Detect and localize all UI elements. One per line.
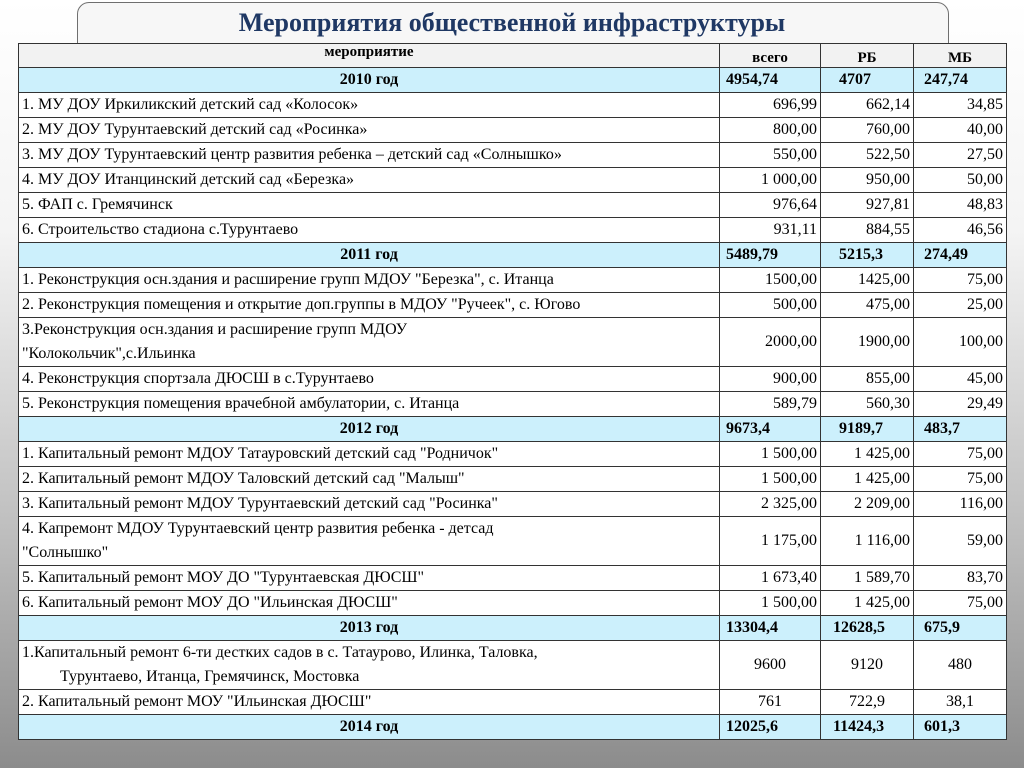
year-total: 9673,4 bbox=[720, 417, 821, 442]
event-name-line-1: 3.Реконструкция осн.здания и расширение групп МДОУ bbox=[22, 321, 408, 338]
header-event: мероприятие bbox=[19, 44, 720, 68]
year-total: 4954,74 bbox=[720, 68, 821, 93]
year-row-2010 bbox=[19, 68, 1007, 93]
year-mb: 483,7 bbox=[914, 417, 1007, 442]
year-total: 13304,4 bbox=[720, 616, 821, 641]
event-name: 4. МУ ДОУ Итанцинский детский сад «Березка» bbox=[19, 168, 720, 193]
year-rb: 12628,5 bbox=[821, 616, 914, 641]
table-row bbox=[19, 467, 1007, 492]
event-rb: 760,00 bbox=[821, 118, 914, 143]
event-mb: 116,00 bbox=[914, 492, 1007, 517]
event-total: 2000,00 bbox=[720, 318, 821, 367]
year-label: 2012 год bbox=[19, 417, 720, 442]
table-row bbox=[19, 492, 1007, 517]
event-total: 761 bbox=[720, 690, 821, 715]
event-name: 5. ФАП с. Гремячинск bbox=[19, 193, 720, 218]
event-rb: 1 589,70 bbox=[821, 566, 914, 591]
event-total: 1 500,00 bbox=[720, 442, 821, 467]
event-name bbox=[19, 641, 720, 690]
event-name: 3. Капитальный ремонт МДОУ Турунтаевский детский сад "Росинка" bbox=[19, 492, 720, 517]
event-rb: 9120 bbox=[821, 641, 914, 690]
year-rb: 4707 bbox=[821, 68, 914, 93]
table-row bbox=[19, 392, 1007, 417]
event-mb: 100,00 bbox=[914, 318, 1007, 367]
page-title: Мероприятия общественной инфраструктуры bbox=[238, 8, 786, 37]
event-total: 1 673,40 bbox=[720, 566, 821, 591]
table-row bbox=[19, 517, 1007, 566]
year-mb: 675,9 bbox=[914, 616, 1007, 641]
year-rb: 5215,3 bbox=[821, 243, 914, 268]
event-mb: 59,00 bbox=[914, 517, 1007, 566]
table-row bbox=[19, 218, 1007, 243]
event-total: 500,00 bbox=[720, 293, 821, 318]
year-label: 2010 год bbox=[19, 68, 720, 93]
year-row-2013 bbox=[19, 616, 1007, 641]
event-name: 6. Строительство стадиона с.Турунтаево bbox=[19, 218, 720, 243]
year-mb: 274,49 bbox=[914, 243, 1007, 268]
year-mb: 601,3 bbox=[914, 715, 1007, 740]
event-name: 1. МУ ДОУ Иркиликский детский сад «Колосок» bbox=[19, 93, 720, 118]
event-total: 1 500,00 bbox=[720, 467, 821, 492]
header-row bbox=[19, 44, 1007, 68]
header-total: всего bbox=[720, 44, 821, 68]
table-row bbox=[19, 367, 1007, 392]
event-rb: 1 425,00 bbox=[821, 467, 914, 492]
year-row-2012 bbox=[19, 417, 1007, 442]
event-mb: 75,00 bbox=[914, 467, 1007, 492]
table-row bbox=[19, 143, 1007, 168]
year-label: 2011 год bbox=[19, 243, 720, 268]
header-mb: МБ bbox=[914, 44, 1007, 68]
event-total: 2 325,00 bbox=[720, 492, 821, 517]
table-row bbox=[19, 690, 1007, 715]
year-total: 12025,6 bbox=[720, 715, 821, 740]
event-rb: 950,00 bbox=[821, 168, 914, 193]
year-label: 2014 год bbox=[19, 715, 720, 740]
event-total: 1 000,00 bbox=[720, 168, 821, 193]
event-name: 2. Капитальный ремонт МДОУ Таловский детский сад "Малыш" bbox=[19, 467, 720, 492]
event-mb: 45,00 bbox=[914, 367, 1007, 392]
event-rb: 1 116,00 bbox=[821, 517, 914, 566]
event-name-line-1: 1.Капитальный ремонт 6-ти дестких садов в с. Татаурово, Илинка, Таловка, bbox=[22, 644, 538, 661]
table-row bbox=[19, 168, 1007, 193]
event-total: 9600 bbox=[720, 641, 821, 690]
event-name: 1. Капитальный ремонт МДОУ Татауровский детский сад "Родничок" bbox=[19, 442, 720, 467]
event-total: 1500,00 bbox=[720, 268, 821, 293]
table-row bbox=[19, 268, 1007, 293]
event-mb: 38,1 bbox=[914, 690, 1007, 715]
event-total: 589,79 bbox=[720, 392, 821, 417]
event-mb: 29,49 bbox=[914, 392, 1007, 417]
table-row bbox=[19, 93, 1007, 118]
event-total: 931,11 bbox=[720, 218, 821, 243]
table-row bbox=[19, 442, 1007, 467]
event-total: 696,99 bbox=[720, 93, 821, 118]
event-mb: 50,00 bbox=[914, 168, 1007, 193]
event-rb: 1 425,00 bbox=[821, 442, 914, 467]
event-name: 6. Капитальный ремонт МОУ ДО "Ильинская ДЮСШ" bbox=[19, 591, 720, 616]
event-rb: 855,00 bbox=[821, 367, 914, 392]
table-row bbox=[19, 641, 1007, 690]
year-total: 5489,79 bbox=[720, 243, 821, 268]
event-total: 800,00 bbox=[720, 118, 821, 143]
event-rb: 522,50 bbox=[821, 143, 914, 168]
infrastructure-table bbox=[18, 43, 1007, 740]
event-rb: 2 209,00 bbox=[821, 492, 914, 517]
event-name bbox=[19, 517, 720, 566]
year-rb: 9189,7 bbox=[821, 417, 914, 442]
event-rb: 1425,00 bbox=[821, 268, 914, 293]
event-mb: 75,00 bbox=[914, 442, 1007, 467]
event-mb: 75,00 bbox=[914, 591, 1007, 616]
event-name: 2. Реконструкция помещения и открытие доп.группы в МДОУ "Ручеек", с. Югово bbox=[19, 293, 720, 318]
event-mb: 34,85 bbox=[914, 93, 1007, 118]
year-label: 2013 год bbox=[19, 616, 720, 641]
event-rb: 1900,00 bbox=[821, 318, 914, 367]
event-rb: 884,55 bbox=[821, 218, 914, 243]
event-total: 550,00 bbox=[720, 143, 821, 168]
event-mb: 83,70 bbox=[914, 566, 1007, 591]
event-name-line-1: 4. Капремонт МДОУ Турунтаевский центр развития ребенка - детсад bbox=[22, 520, 494, 537]
event-name-line-2: Турунтаево, Итанца, Гремячинск, Мостовка bbox=[60, 668, 360, 685]
table-row bbox=[19, 193, 1007, 218]
event-total: 1 500,00 bbox=[720, 591, 821, 616]
event-name: 3. МУ ДОУ Турунтаевский центр развития ребенка – детский сад «Солнышко» bbox=[19, 143, 720, 168]
table-row bbox=[19, 318, 1007, 367]
event-mb: 480 bbox=[914, 641, 1007, 690]
year-rb: 11424,3 bbox=[821, 715, 914, 740]
event-rb: 927,81 bbox=[821, 193, 914, 218]
event-rb: 662,14 bbox=[821, 93, 914, 118]
event-rb: 560,30 bbox=[821, 392, 914, 417]
event-total: 976,64 bbox=[720, 193, 821, 218]
event-name: 5. Реконструкция помещения врачебной амбулатории, с. Итанца bbox=[19, 392, 720, 417]
event-total: 900,00 bbox=[720, 367, 821, 392]
table-row bbox=[19, 566, 1007, 591]
event-name bbox=[19, 318, 720, 367]
table-row bbox=[19, 293, 1007, 318]
event-name: 2. Капитальный ремонт МОУ "Ильинская ДЮСШ" bbox=[19, 690, 720, 715]
year-mb: 247,74 bbox=[914, 68, 1007, 93]
event-name-line-2: "Колокольчик",с.Ильинка bbox=[22, 345, 196, 362]
event-total: 1 175,00 bbox=[720, 517, 821, 566]
event-rb: 722,9 bbox=[821, 690, 914, 715]
event-mb: 25,00 bbox=[914, 293, 1007, 318]
event-rb: 1 425,00 bbox=[821, 591, 914, 616]
header-rb: РБ bbox=[821, 44, 914, 68]
event-mb: 40,00 bbox=[914, 118, 1007, 143]
table-row bbox=[19, 118, 1007, 143]
event-name: 2. МУ ДОУ Турунтаевский детский сад «Росинка» bbox=[19, 118, 720, 143]
year-row-2011 bbox=[19, 243, 1007, 268]
event-rb: 475,00 bbox=[821, 293, 914, 318]
table-row bbox=[19, 591, 1007, 616]
event-mb: 48,83 bbox=[914, 193, 1007, 218]
year-row-2014 bbox=[19, 715, 1007, 740]
event-mb: 27,50 bbox=[914, 143, 1007, 168]
event-mb: 46,56 bbox=[914, 218, 1007, 243]
event-name: 1. Реконструкция осн.здания и расширение групп МДОУ "Березка", с. Итанца bbox=[19, 268, 720, 293]
event-name-line-2: "Солнышко" bbox=[22, 544, 109, 561]
event-mb: 75,00 bbox=[914, 268, 1007, 293]
event-name: 4. Реконструкция спортзала ДЮСШ в с.Турунтаево bbox=[19, 367, 720, 392]
event-name: 5. Капитальный ремонт МОУ ДО "Турунтаевская ДЮСШ" bbox=[19, 566, 720, 591]
